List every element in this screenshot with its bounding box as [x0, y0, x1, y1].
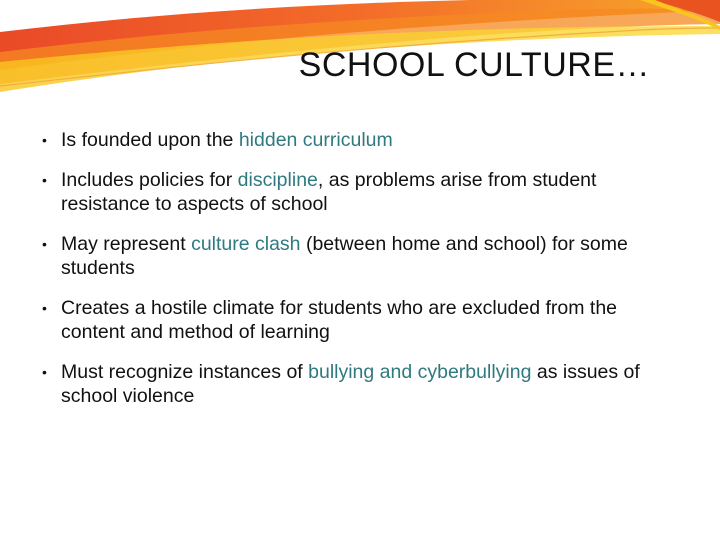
highlight-term: hidden curriculum: [238, 129, 393, 151]
highlight-term: culture clash: [191, 233, 301, 255]
bullet-dot: •: [42, 172, 47, 188]
list-item: • Must recognize instances of bullying and cyberbullying as issues of school violence: [42, 361, 640, 407]
slide-title: SCHOOL CULTURE…: [298, 46, 650, 84]
list-item: • Is founded upon the hidden curriculum: [42, 129, 393, 151]
bullet-dot: •: [42, 300, 47, 316]
bullet-dot: •: [42, 132, 47, 148]
bullet-dot: •: [42, 364, 47, 380]
list-item: • Creates a hostile climate for students who are excluded from the content and method of learning: [42, 297, 618, 343]
bullet-dot: •: [42, 236, 47, 252]
highlight-term: bullying and cyberbullying: [308, 361, 532, 383]
list-item: • May represent culture clash (between home and school) for some students: [42, 233, 628, 279]
list-item: • Includes policies for discipline, as problems arise from student resistance to aspects of school: [42, 169, 597, 215]
bullet-list: [40, 128, 660, 424]
highlight-term: discipline: [237, 169, 318, 191]
